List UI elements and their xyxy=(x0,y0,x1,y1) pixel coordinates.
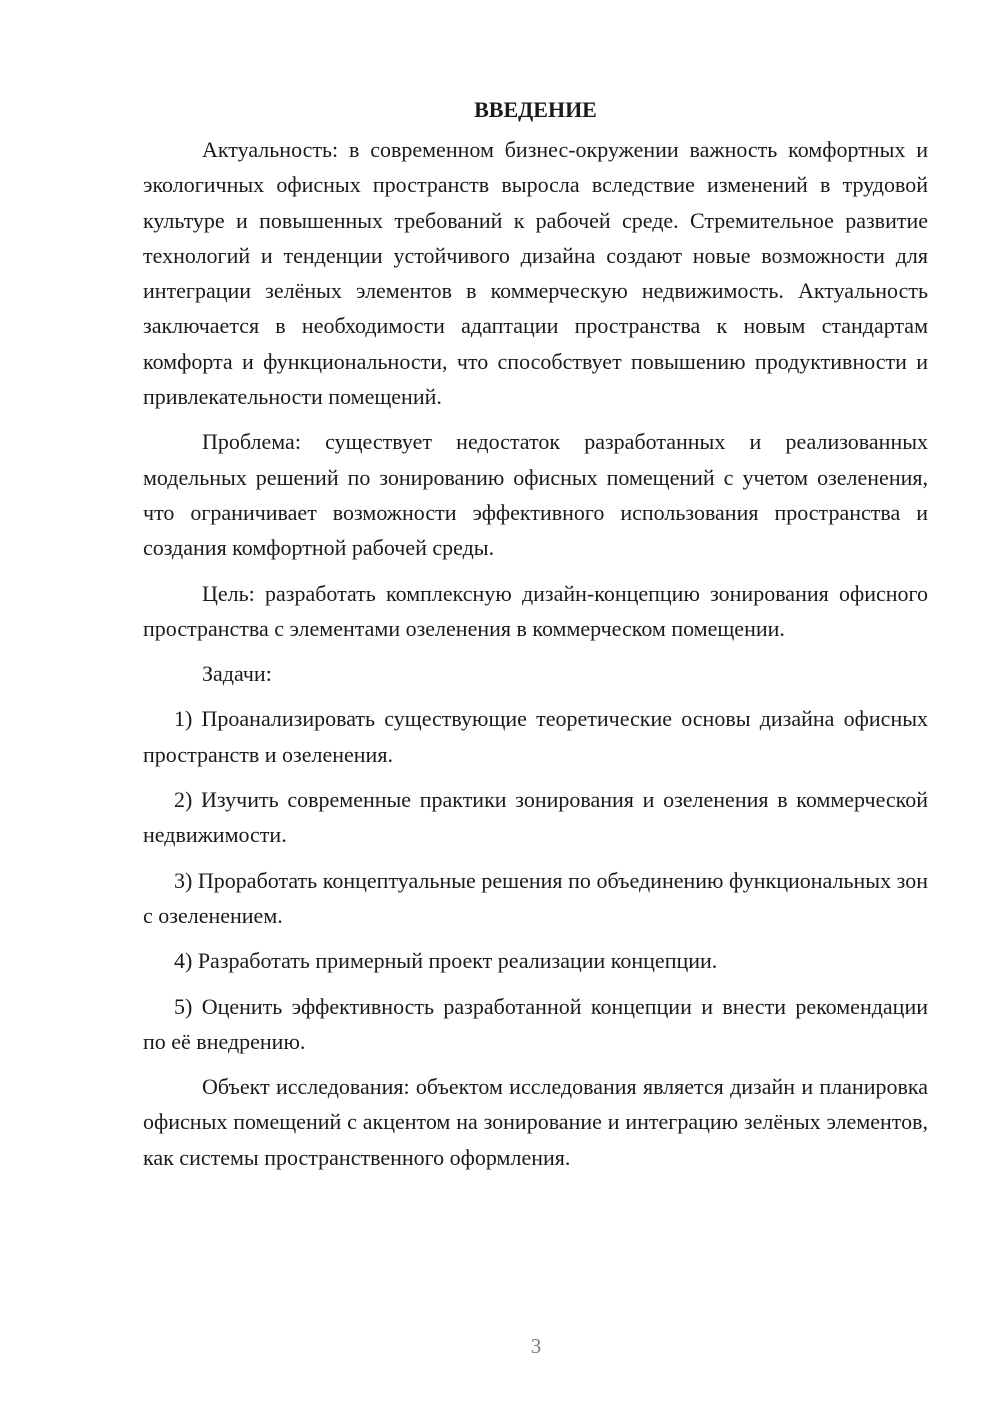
task-item: 1) Проанализировать существующие теоретические основы дизайна офисных пространств и озеленения. xyxy=(143,706,928,767)
page-content xyxy=(143,92,928,1175)
paragraph-goal: Цель: разработать комплексную дизайн-концепцию зонирования офисного пространства с элементами озеленения в коммерческом помещении. xyxy=(143,580,928,641)
paragraph-object: Объект исследования: объектом исследования является дизайн и планировка офисных помещений с акцентом на зонирование и интеграцию зелёных элементов, как системы пространственного оформления. xyxy=(143,1074,928,1170)
task-item: 3) Проработать концептуальные решения по объединению функциональных зон с озеленением. xyxy=(143,867,928,928)
tasks-heading: Задачи: xyxy=(202,661,272,687)
task-item: 4) Разработать примерный проект реализации концепции. xyxy=(174,948,718,974)
task-item: 2) Изучить современные практики зонирования и озеленения в коммерческой недвижимости. xyxy=(143,787,928,848)
page-number: 3 xyxy=(530,1334,542,1358)
paragraph-relevance: Актуальность: в современном бизнес-окружении важность комфортных и экологичных офисных пространств выросла вследствие изменений в трудовой культуре и повышенных требований к рабочей среде. Стремительное развитие технологий и тенденции устойчивого дизайна создают новые возможности для интеграции зелёных элементов в коммерческую недвижимость. Актуальность заключается в необходимости адаптации пространства к новым стандартам комфорта и функциональности, что способствует повышению продуктивности и привлекательности помещений. xyxy=(143,137,928,410)
paragraph-problem: Проблема: существует недостаток разработанных и реализованных модельных решений по зонированию офисных помещений с учетом озеленения, что ограничивает возможности эффективного использования пространства и создания комфортной рабочей среды. xyxy=(143,429,928,561)
page-title: ВВЕДЕНИЕ xyxy=(474,97,597,122)
task-item: 5) Оценить эффективность разработанной концепции и внести рекомендации по её внедрению. xyxy=(143,993,928,1054)
